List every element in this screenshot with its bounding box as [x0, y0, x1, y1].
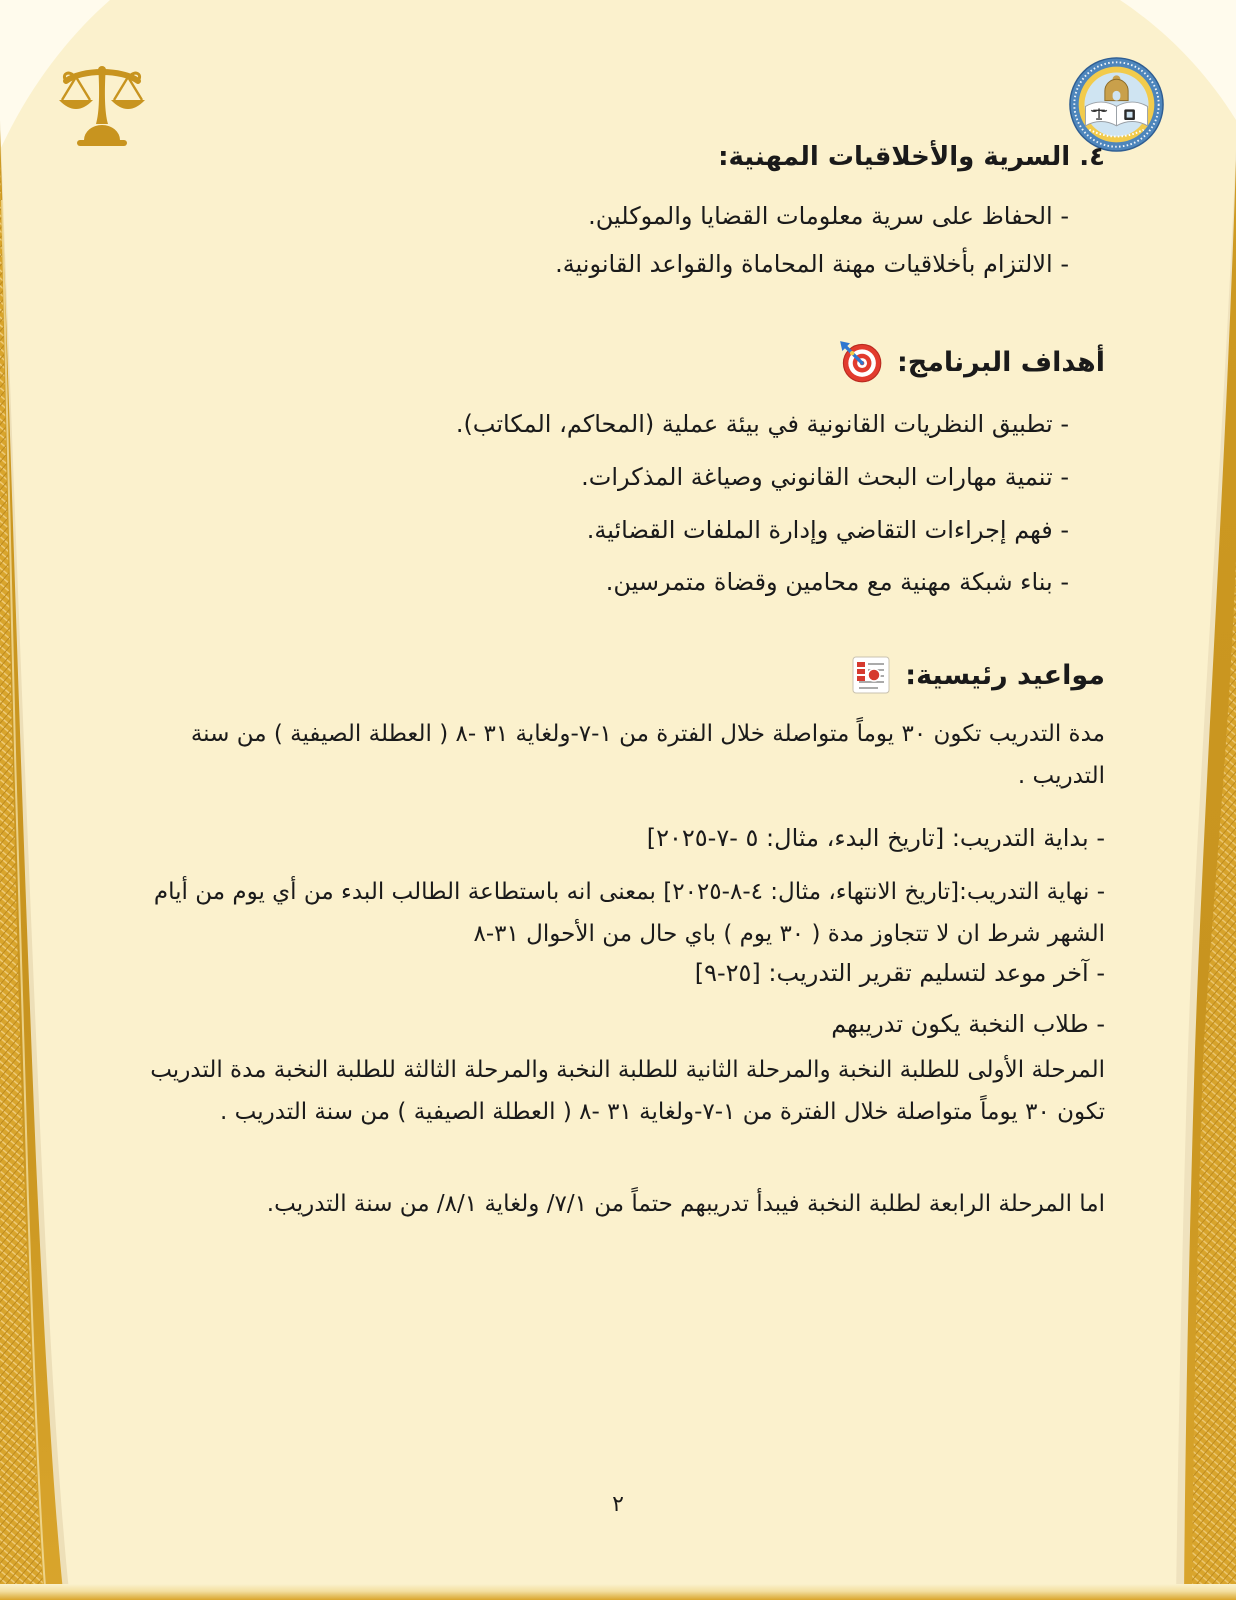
goal-item: - بناء شبكة مهنية مع محامين وقضاة متمرسين. [605, 568, 1069, 596]
date-item: - بداية التدريب: [تاريخ البدء، مثال: ٥ -٧-٢٠٢٥] [646, 824, 1105, 852]
goals-heading-label: أهداف البرنامج: [896, 346, 1105, 378]
ethics-item: - الحفاظ على سرية معلومات القضايا والموكلين. [588, 202, 1069, 230]
date-item: - آخر موعد لتسليم تقرير التدريب: [٢٥-٩] [694, 959, 1105, 987]
date-item: - طلاب النخبة يكون تدريبهم [831, 1010, 1105, 1038]
ethics-heading: ٤. السرية والأخلاقيات المهنية: [718, 142, 1105, 172]
calendar-icon [851, 655, 891, 695]
ethics-item: - الالتزام بأخلاقيات مهنة المحاماة والقواعد القانونية. [555, 250, 1069, 278]
stages-paragraph: المرحلة الأولى للطلبة النخبة والمرحلة الثانية للطلبة النخبة والمرحلة الثالثة للطلبة النخبة مدة التدريب تكون ٣٠ يوماً متواصلة خلال الفترة من ١-٧-ولغاية ٣١ -٨ ( العطلة الصيفية ) من سنة التدريب . [150, 1057, 1105, 1125]
stage4-paragraph: اما المرحلة الرابعة لطلبة النخبة فيبدأ تدريبهم حتماً من ٧/١/ ولغاية ٨/١/ من سنة التدريب. [266, 1191, 1105, 1217]
page-number: ٢ [612, 1492, 624, 1517]
goals-heading [149, 340, 1105, 384]
goal-item: - تطبيق النظريات القانونية في بيئة عملية (المحاكم، المكاتب). [455, 410, 1069, 438]
dates-intro-paragraph: مدة التدريب تكون ٣٠ يوماً متواصلة خلال الفترة من ١-٧-ولغاية ٣١ -٨ ( العطلة الصيفية ) من سنة التدريب . [190, 721, 1105, 789]
dates-heading [149, 655, 1105, 695]
goal-item: - فهم إجراءات التقاضي وإدارة الملفات القضائية. [586, 516, 1069, 544]
goal-item: - تنمية مهارات البحث القانوني وصياغة المذكرات. [581, 463, 1069, 491]
dates-heading-label: مواعيد رئيسية: [905, 659, 1105, 691]
target-icon [839, 340, 883, 384]
date-item: - نهاية التدريب:[تاريخ الانتهاء، مثال: ٤-٨-٢٠٢٥] بمعنى انه باستطاعة الطالب البدء من أي يوم من أيام الشهر شرط ان لا تتجاوز مدة ( ٣٠ يوم ) باي حال من الأحوال ٣١-٨ [153, 879, 1105, 947]
scales-of-justice-icon [52, 60, 152, 156]
